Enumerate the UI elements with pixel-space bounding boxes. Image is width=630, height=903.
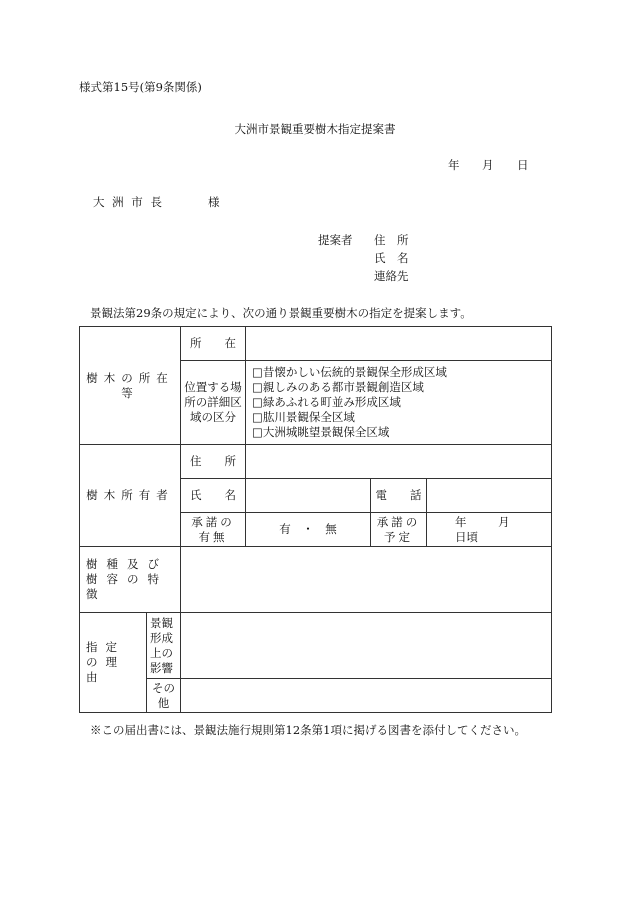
schedule-date[interactable]	[427, 513, 552, 547]
other-label: その他	[147, 679, 181, 713]
schedule-month: 月	[498, 514, 510, 529]
district-options	[246, 361, 552, 445]
location-label: 所 在	[181, 327, 246, 361]
proposer-name-label: 氏 名	[374, 251, 409, 265]
consent-value[interactable]: 有 ・ 無	[246, 513, 371, 547]
phone-label: 電 話	[371, 479, 427, 513]
proposal-table	[79, 326, 552, 713]
addressee-honorific: 様	[208, 195, 220, 209]
schedule-day: 日頃	[455, 529, 478, 544]
proposer-label: 提案者	[318, 233, 353, 247]
owner-address-field[interactable]	[246, 445, 552, 479]
district-option[interactable]: □親しみのある都市景観創造区域	[252, 380, 424, 394]
owner-name-label: 氏 名	[181, 479, 246, 513]
other-field[interactable]	[181, 679, 552, 713]
proposer-contact-label: 連絡先	[374, 269, 409, 283]
species-label: 樹種及び樹容の特徴	[80, 547, 181, 613]
owner-address-label: 住 所	[181, 445, 246, 479]
date-day: 日	[517, 158, 529, 172]
landscape-effect-field[interactable]	[181, 613, 552, 679]
date-month: 月	[482, 158, 494, 172]
intro-text: 景観法第29条の規定により、次の通り景観重要樹木の指定を提案します。	[90, 306, 472, 320]
footnote: ※この届出書には、景観法施行規則第12条第1項に掲げる図書を添付してください。	[90, 723, 526, 737]
location-section-label: 樹木の所在等	[80, 327, 181, 445]
landscape-effect-label: 景観形成上の影響	[147, 613, 181, 679]
proposer-address-label: 住 所	[374, 233, 409, 247]
phone-field[interactable]	[427, 479, 552, 513]
owner-name-field[interactable]	[246, 479, 371, 513]
reason-section-label: 指定の理由	[80, 613, 147, 713]
district-option[interactable]: □大洲城眺望景観保全区域	[252, 425, 390, 439]
schedule-year: 年	[455, 514, 467, 529]
location-field[interactable]	[246, 327, 552, 361]
district-option[interactable]: □肱川景観保全区域	[252, 410, 355, 424]
addressee: 大 洲 市 長	[93, 195, 164, 209]
form-number: 様式第15号(第9条関係)	[79, 80, 202, 94]
page-title: 大洲市景観重要樹木指定提案書	[234, 122, 396, 136]
consent-label: 承諾の有無	[181, 513, 246, 547]
species-field[interactable]	[181, 547, 552, 613]
owner-section-label: 樹木所有者	[80, 445, 181, 547]
district-option[interactable]: □昔懐かしい伝統的景観保全形成区域	[252, 365, 447, 379]
date-year: 年	[448, 158, 460, 172]
consent-schedule-label: 承諾の予定	[371, 513, 427, 547]
district-label: 位置する場所の詳細区域の区分	[181, 361, 246, 445]
district-option[interactable]: □緑あふれる町並み形成区域	[252, 395, 401, 409]
